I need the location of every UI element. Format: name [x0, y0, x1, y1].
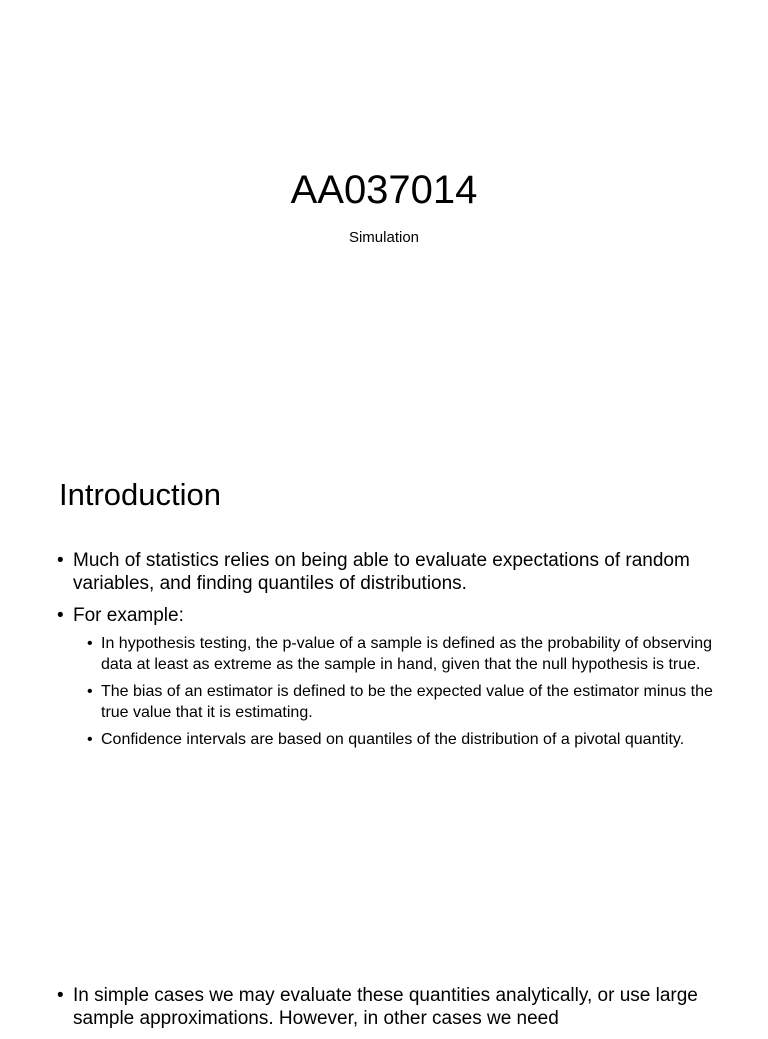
sub-bullet-item: [87, 681, 717, 723]
slide-subtitle: Simulation: [348, 229, 420, 246]
bullet-text: Much of statistics relies on being able to evaluate expectations of random variables, and finding quantiles of distributions.: [73, 550, 690, 594]
sub-bullet-text: Confidence intervals are based on quantiles of the distribution of a pivotal quantity.: [101, 731, 685, 748]
bullet-item: [57, 604, 717, 750]
slide-title: AA037014: [290, 168, 478, 212]
bullet-text: For example:: [73, 605, 184, 626]
sub-bullet-item: [87, 729, 717, 750]
sub-bullet-list: [73, 633, 717, 750]
introduction-slide: [0, 432, 768, 864]
title-slide: [0, 0, 768, 432]
bullet-item: [57, 984, 717, 1030]
sub-bullet-text: The bias of an estimator is defined to be the expected value of the estimator minus the true value that it is estimating.: [101, 683, 713, 721]
bullet-text: In simple cases we may evaluate these quantities analytically, or use large sample approximations. However, in other cases we need: [73, 985, 698, 1029]
continuation-slide: [0, 864, 768, 1029]
slide-heading: Introduction: [59, 477, 221, 512]
bullet-item: [57, 549, 717, 595]
sub-bullet-text: In hypothesis testing, the p-value of a sample is defined as the probability of observing data at least as extreme as the sample in hand, given that the null hypothesis is true.: [101, 635, 713, 673]
bullet-list: [57, 984, 717, 1039]
bullet-list: [57, 549, 717, 759]
sub-bullet-item: [87, 633, 717, 675]
